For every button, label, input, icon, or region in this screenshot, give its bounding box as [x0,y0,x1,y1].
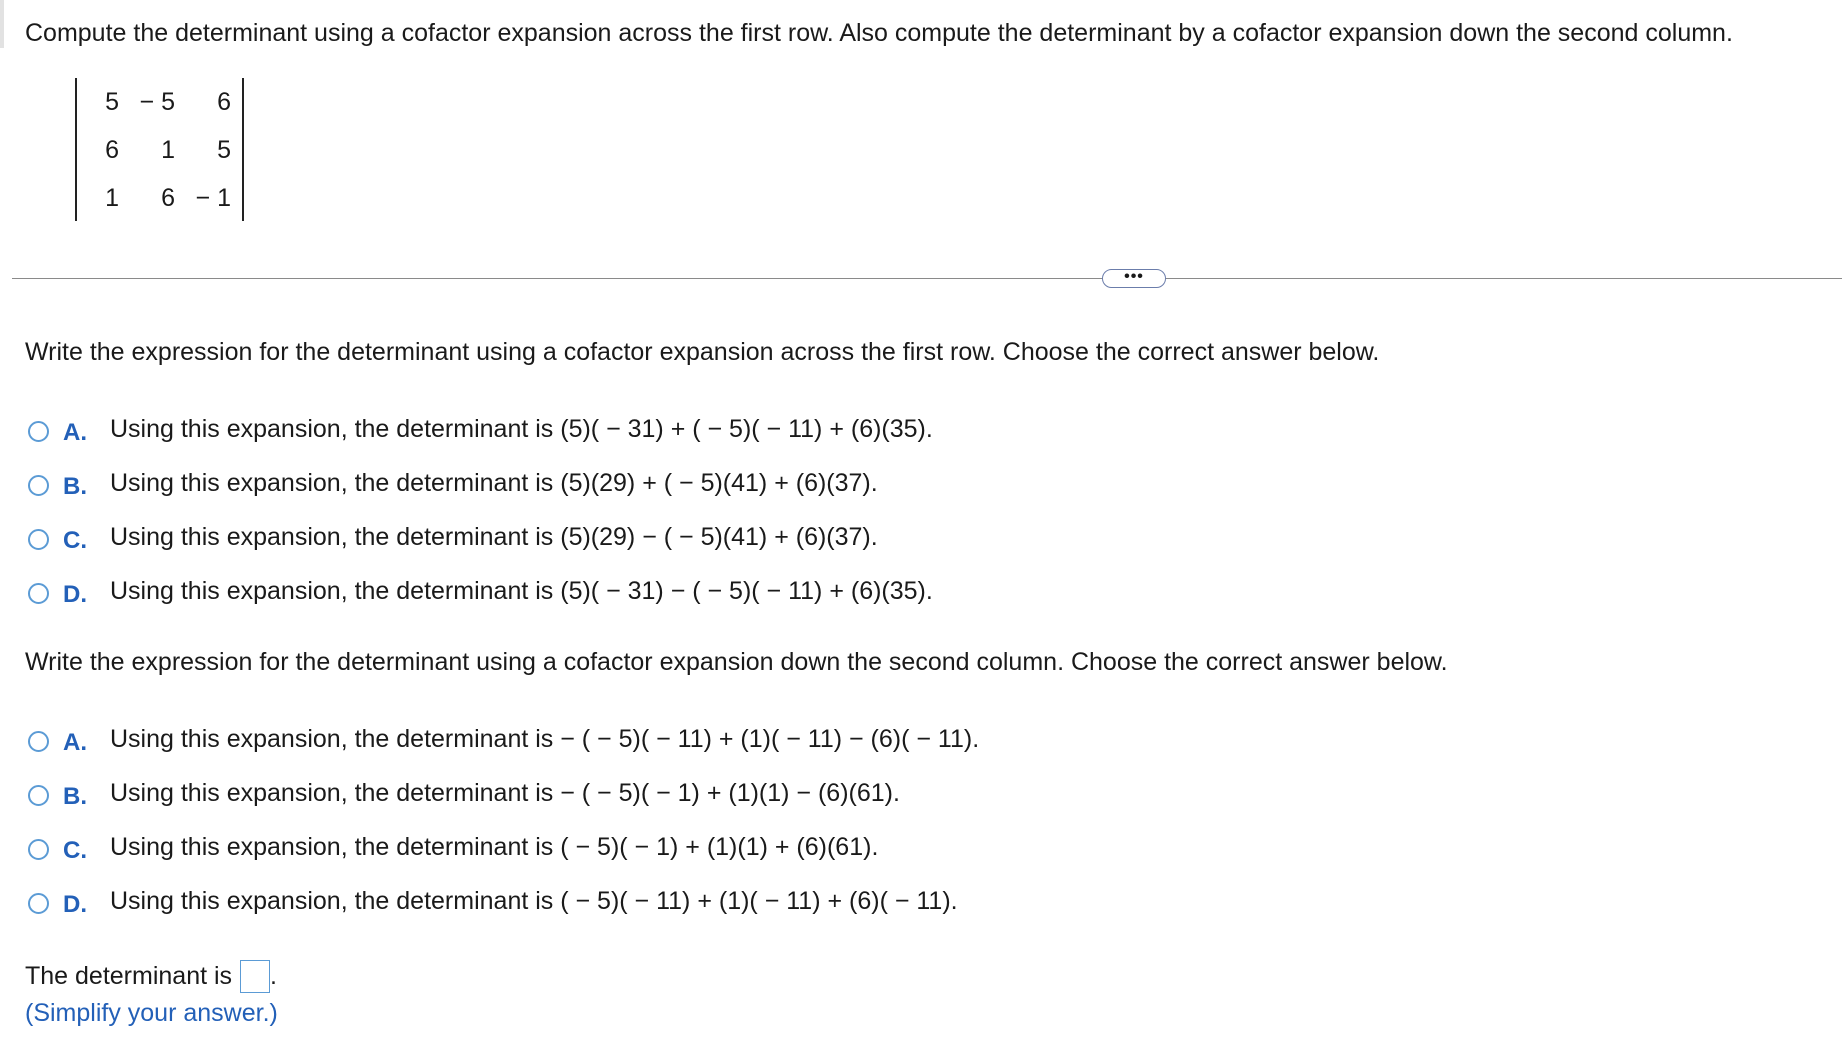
radio-button[interactable] [28,529,49,550]
option-text[interactable]: Using this expansion, the determinant is − ( − 5)( − 1) + (1)(1) − (6)(61). [110,778,900,807]
part1-option-a[interactable] [28,412,933,446]
option-letter: A. [63,729,87,756]
part2-option-d[interactable] [28,884,958,918]
part1-option-d[interactable] [28,574,933,608]
radio-button[interactable] [28,731,49,752]
option-text[interactable]: Using this expansion, the determinant is ( − 5)( − 11) + (1)( − 11) + (6)( − 11). [110,886,958,915]
option-letter: C. [63,527,87,554]
option-letter: D. [63,581,87,608]
matrix-cell: 1 [161,136,175,164]
simplify-hint: (Simplify your answer.) [25,999,278,1027]
option-text[interactable]: Using this expansion, the determinant is (5)(29) − ( − 5)(41) + (6)(37). [110,522,878,551]
option-letter: B. [63,783,87,810]
question-text: Compute the determinant using a cofactor expansion across the first row. Also compute the determinant by a cofactor expansion down the second column. [25,19,1733,47]
part1-option-c[interactable] [28,520,878,554]
answer-line [25,960,277,993]
matrix-cell: − 1 [195,184,231,212]
radio-button[interactable] [28,893,49,914]
radio-button[interactable] [28,583,49,604]
section-divider [12,278,1842,279]
part1-option-b[interactable] [28,466,878,500]
matrix-cell: 5 [217,136,231,164]
option-text[interactable]: Using this expansion, the determinant is (5)( − 31) − ( − 5)( − 11) + (6)(35). [110,576,933,605]
matrix-cell: 6 [161,184,175,212]
matrix-cell: 6 [217,88,231,116]
matrix-cell: 6 [105,136,119,164]
option-letter: D. [63,891,87,918]
radio-button[interactable] [28,785,49,806]
determinant-matrix [75,78,244,221]
option-letter: A. [63,419,87,446]
part2-option-a[interactable] [28,722,979,756]
option-letter: B. [63,473,87,500]
matrix-cell: − 5 [139,88,175,116]
option-text[interactable]: Using this expansion, the determinant is (5)(29) + ( − 5)(41) + (6)(37). [110,468,878,497]
part2-option-c[interactable] [28,830,878,864]
option-text[interactable]: Using this expansion, the determinant is − ( − 5)( − 11) + (1)( − 11) − (6)( − 11). [110,724,980,753]
answer-label: The determinant is [25,962,233,990]
option-text[interactable]: Using this expansion, the determinant is (5)( − 31) + ( − 5)( − 11) + (6)(35). [110,414,933,443]
matrix-cell: 5 [105,88,119,116]
option-text[interactable]: Using this expansion, the determinant is ( − 5)( − 1) + (1)(1) + (6)(61). [110,832,879,861]
radio-button[interactable] [28,421,49,442]
part1-prompt: Write the expression for the determinant using a cofactor expansion across the first row. Choose the correct answer below. [25,338,1380,366]
answer-period: . [270,962,277,990]
matrix-cell: 1 [105,184,119,212]
radio-button[interactable] [28,839,49,860]
determinant-answer-input[interactable] [240,960,270,993]
part2-prompt: Write the expression for the determinant using a cofactor expansion down the second column. Choose the correct answer below. [25,648,1448,676]
more-options-button[interactable]: ••• [1102,269,1166,288]
option-letter: C. [63,837,87,864]
radio-button[interactable] [28,475,49,496]
part2-option-b[interactable] [28,776,900,810]
left-edge-marker [0,0,4,48]
